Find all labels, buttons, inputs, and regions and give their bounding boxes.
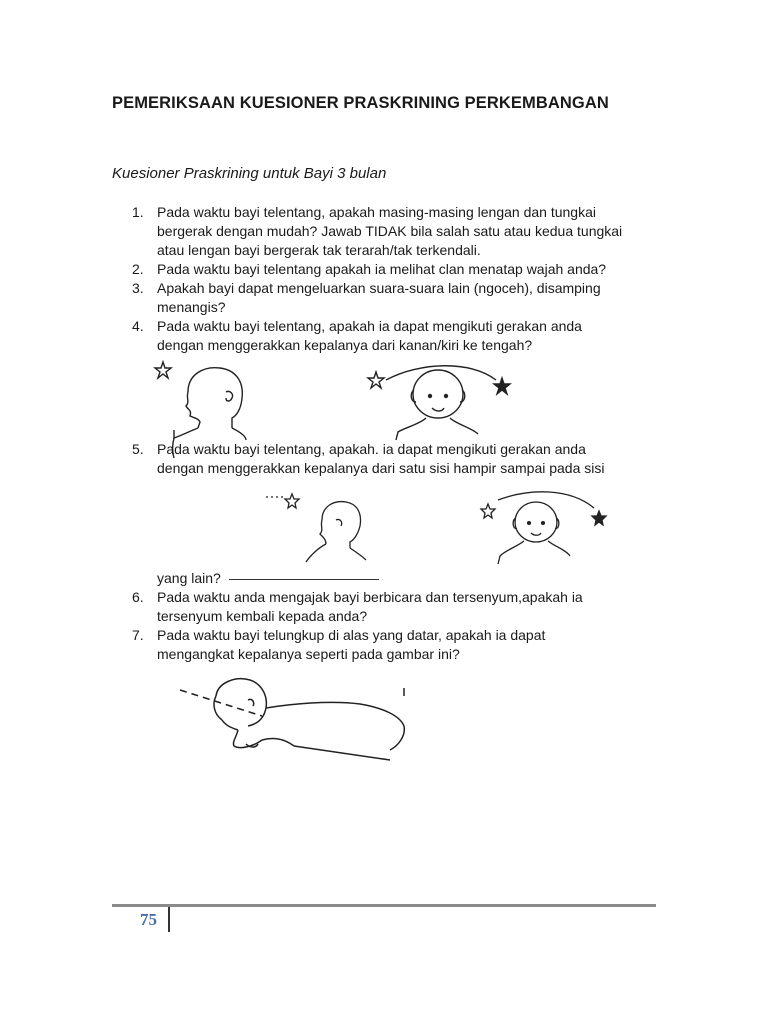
item-number: 1.: [132, 204, 144, 220]
item-line: Apakah bayi dapat mengeluarkan suara-suara lain (ngoceh), disamping: [157, 280, 601, 296]
item-line: menangis?: [157, 299, 226, 315]
subtitle: Kuesioner Praskrining untuk Bayi 3 bulan: [112, 165, 387, 182]
item-line: tersenyum kembali kepada anda?: [157, 608, 368, 624]
item-line: Pada waktu bayi telentang, apakah ia dapat mengikuti gerakan anda: [157, 318, 582, 334]
item-line: atau lengan bayi bergerak tak terarah/tak terkendali.: [157, 242, 481, 258]
item-number: 4.: [132, 318, 144, 334]
item-number: 3.: [132, 280, 144, 296]
item-line: Pada waktu bayi telungkup di alas yang datar, apakah ia dapat: [157, 627, 546, 643]
item-line: mengangkat kepalanya seperti pada gambar ini?: [157, 646, 460, 662]
item-line: Pada waktu bayi telentang, apakah. ia dapat mengikuti gerakan anda: [157, 441, 586, 457]
item-number: 6.: [132, 589, 144, 605]
item-line: Pada waktu bayi telentang apakah ia melihat clan menatap wajah anda?: [157, 261, 607, 277]
item-number: 2.: [132, 261, 144, 277]
item-line: Pada waktu bayi telentang, apakah masing-masing lengan dan tungkai: [157, 204, 596, 220]
continuation-text: yang lain?: [157, 570, 221, 586]
page-number-divider: [168, 907, 170, 932]
footer-rule: [112, 904, 656, 907]
item-line: dengan menggerakkan kepalanya dari kanan/kiri ke tengah?: [157, 337, 533, 353]
item-line: Pada waktu anda mengajak bayi berbicara dan tersenyum,apakah ia: [157, 589, 583, 605]
baby-prone-icon: [214, 679, 404, 760]
page-number: 75: [140, 910, 157, 929]
item-number: 5.: [132, 441, 144, 457]
item-number: 7.: [132, 627, 144, 643]
page-title: PEMERIKSAAN KUESIONER PRASKRINING PERKEMBANGAN: [112, 94, 609, 112]
item-line: dengan menggerakkan kepalanya dari satu sisi hampir sampai pada sisi: [157, 460, 605, 476]
item-line: bergerak dengan mudah? Jawab TIDAK bila salah satu atau kedua tungkai: [157, 223, 623, 239]
